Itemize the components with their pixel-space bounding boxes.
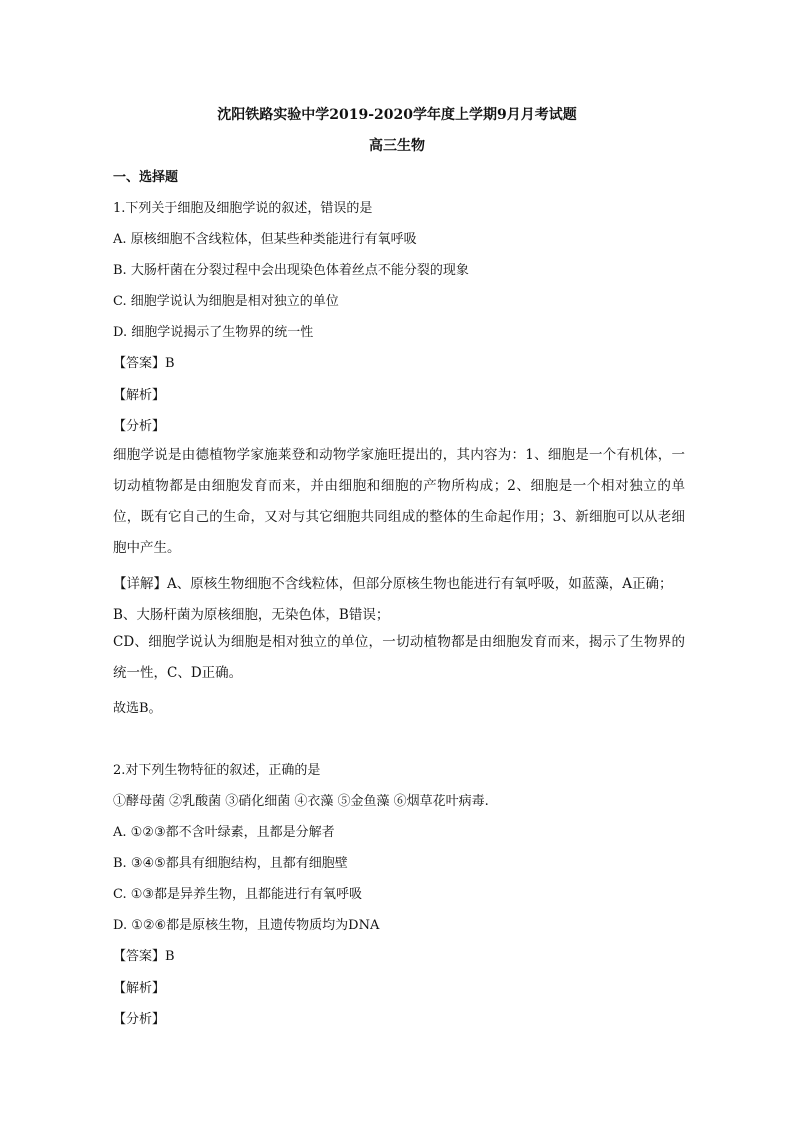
question-2-option-a: A. ①②③都不含叶绿素，且都是分解者	[113, 825, 335, 840]
question-1-analysis-label: 【解析】	[113, 388, 166, 403]
question-1-detail-b: B、大肠杆菌为原核细胞，无染色体，B错误；	[113, 607, 390, 623]
question-2-fenxi-label: 【分析】	[113, 1012, 166, 1027]
question-2-analysis-label: 【解析】	[113, 981, 166, 996]
question-1-detail-a: 【详解】A、原核生物细胞不含线粒体，但部分原核生物也能进行有氧呼吸，如蓝藻，A正确；	[113, 576, 673, 592]
section-heading: 一、选择题	[113, 170, 179, 185]
question-1-option-c: C. 细胞学说认为细胞是相对独立的单位	[113, 294, 339, 309]
question-1-option-b: B. 大肠杆菌在分裂过程中会出现染色体着丝点不能分裂的现象	[113, 263, 469, 278]
question-1-fenxi-label: 【分析】	[113, 419, 166, 434]
question-1-stem: 1.下列关于细胞及细胞学说的叙述，错误的是	[113, 201, 373, 216]
question-2-option-c: C. ①③都是异养生物，且都能进行有氧呼吸	[113, 887, 363, 902]
question-1-detail-cd: CD、细胞学说认为细胞是相对独立的单位，一切动植物都是由细胞发育而来，揭示了生物界的统一性，C、D正确。	[113, 634, 685, 681]
question-1-answer: 【答案】B	[113, 356, 175, 371]
question-2-option-b: B. ③④⑤都具有细胞结构，且都有细胞壁	[113, 856, 348, 871]
question-1-conclusion: 故选B。	[113, 701, 162, 716]
exam-title: 沈阳铁路实验中学2019-2020学年度上学期9月月考试题	[217, 107, 577, 123]
question-2-answer: 【答案】B	[113, 949, 175, 964]
question-1-option-d: D. 细胞学说揭示了生物界的统一性	[113, 325, 314, 340]
question-1-fenxi-text: 细胞学说是由德植物学家施莱登和动物学家施旺提出的，其内容为：1、细胞是一个有机体，一切动植物都是由细胞发育而来，并由细胞和细胞的产物所构成；2、细胞是一个相对独立的单位，既有它自己的生命，又对与其它细胞共同组成的整体的生命起作用；3、新细胞可以从老细胞中产生。	[113, 447, 685, 556]
question-1-option-a: A. 原核细胞不含线粒体，但某些种类能进行有氧呼吸	[113, 232, 417, 247]
question-2-organism-list: ①酵母菌 ②乳酸菌 ③硝化细菌 ④衣藻 ⑤金鱼藻 ⑥烟草花叶病毒.	[113, 794, 489, 809]
question-2-stem: 2.对下列生物特征的叙述，正确的是	[113, 763, 321, 778]
exam-subtitle: 高三生物	[369, 138, 425, 154]
question-2-option-d: D. ①②⑥都是原核生物，且遗传物质均为DNA	[113, 918, 380, 933]
